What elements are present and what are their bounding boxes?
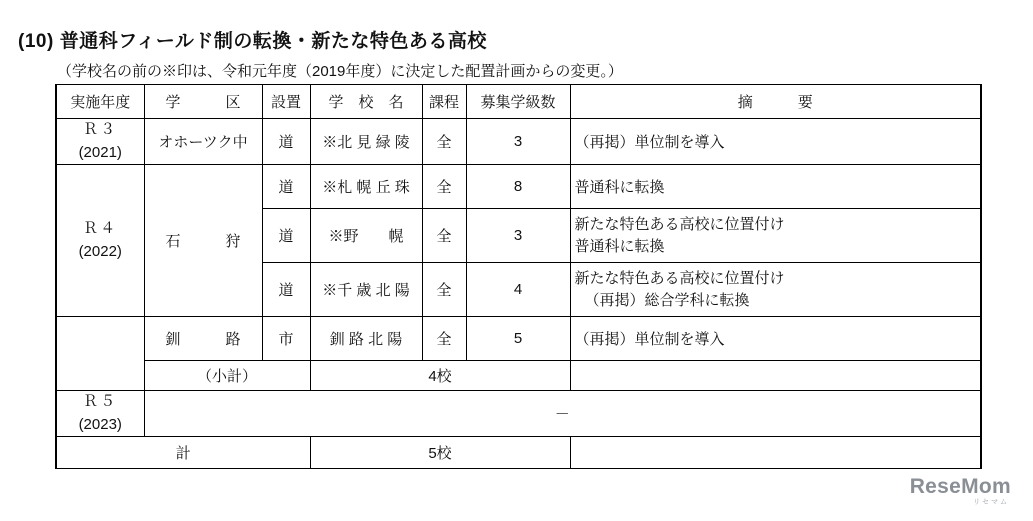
table-row [56, 119, 981, 165]
cell-remarks: （再掲）単位制を導入 [570, 317, 981, 361]
cell-course: 全 [422, 263, 466, 317]
cell-course: 全 [422, 317, 466, 361]
cell-school: ※札 幌 丘 珠 [310, 165, 422, 209]
header-cell-founder: 設置 [262, 85, 310, 119]
cell-district: 石 狩 [144, 165, 262, 317]
cell-district: オホーツク中 [144, 119, 262, 165]
page-title-number: (10) [18, 31, 54, 52]
cell-course: 全 [422, 119, 466, 165]
cell-year-r4 [56, 165, 144, 317]
cell-founder: 市 [262, 317, 310, 361]
table-row [56, 317, 981, 361]
total-row [56, 437, 981, 469]
cell-year-r3 [56, 119, 144, 165]
year-label: Ｒ３ [82, 121, 118, 138]
subtotal-row [56, 361, 981, 391]
cell-year-spacer [56, 317, 144, 361]
cell-year-spacer [56, 361, 144, 391]
total-label: 計 [56, 437, 310, 469]
plan-table [55, 84, 982, 469]
cell-remarks: （再掲）単位制を導入 [570, 119, 981, 165]
total-value: 5校 [310, 437, 570, 469]
year-sub-label: (2021) [78, 143, 122, 161]
cell-founder: 道 [262, 209, 310, 263]
header-cell-remarks: 摘 要 [570, 85, 981, 119]
cell-year-r5 [56, 391, 144, 437]
cell-school: 釧 路 北 陽 [310, 317, 422, 361]
subtotal-remarks [570, 361, 981, 391]
site-logo-sub: リセマム [973, 499, 1009, 506]
header-cell-course: 課程 [422, 85, 466, 119]
table-row-r5 [56, 391, 981, 437]
cell-remarks [570, 209, 981, 263]
cell-remarks: 普通科に転換 [570, 165, 981, 209]
cell-school: ※野 幌 [310, 209, 422, 263]
cell-classes: 8 [466, 165, 570, 209]
year-label: Ｒ５ [82, 393, 118, 410]
cell-school: ※千 歳 北 陽 [310, 263, 422, 317]
cell-founder: 道 [262, 263, 310, 317]
cell-founder: 道 [262, 165, 310, 209]
remark-line: （再掲）総合学科に転換 [584, 291, 750, 309]
page-title-text: 普通科フィールド制の転換・新たな特色ある高校 [59, 31, 487, 52]
header-cell-classes: 募集学級数 [466, 85, 570, 119]
site-logo-name: ReseMom [909, 475, 1011, 498]
table-row [56, 165, 981, 209]
header-cell-school: 学 校 名 [310, 85, 422, 119]
cell-course: 全 [422, 209, 466, 263]
subtotal-value: 4校 [310, 361, 570, 391]
cell-classes: 3 [466, 209, 570, 263]
cell-classes: 3 [466, 119, 570, 165]
year-sub-label: (2023) [78, 415, 122, 433]
cell-school: ※北 見 緑 陵 [310, 119, 422, 165]
cell-district: 釧 路 [144, 317, 262, 361]
remark-line: 新たな特色ある高校に位置付け [574, 215, 785, 233]
cell-course: 全 [422, 165, 466, 209]
remark-line: 新たな特色ある高校に位置付け [574, 269, 785, 287]
total-remarks [570, 437, 981, 469]
subtotal-label: （小計） [144, 361, 310, 391]
cell-classes: 4 [466, 263, 570, 317]
year-sub-label: (2022) [78, 242, 122, 260]
table-header-row [56, 85, 981, 119]
header-cell-year: 実施年度 [56, 85, 144, 119]
page-subnote: （学校名の前の※印は、令和元年度（2019年度）に決定した配置計画からの変更。） [57, 63, 623, 80]
page-title [18, 26, 487, 53]
cell-remarks [570, 263, 981, 317]
year-label: Ｒ４ [82, 220, 118, 237]
cell-r5-value: － [144, 391, 981, 437]
cell-classes: 5 [466, 317, 570, 361]
remark-line: 普通科に転換 [574, 237, 665, 255]
header-cell-district: 学 区 [144, 85, 262, 119]
site-logo [910, 475, 1011, 507]
cell-founder: 道 [262, 119, 310, 165]
